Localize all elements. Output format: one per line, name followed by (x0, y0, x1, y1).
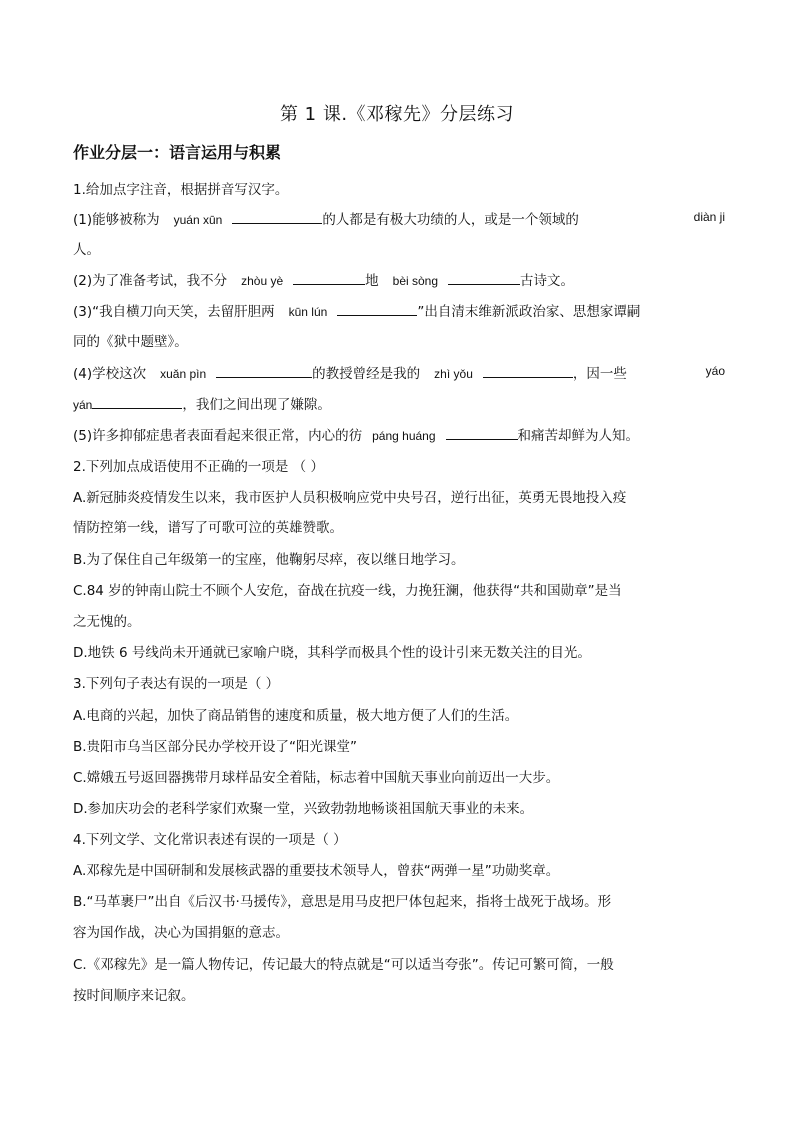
q1-stem: 1.给加点字注音，根据拼音写汉字。 (73, 182, 289, 198)
q1-item-4-line-1 (73, 362, 725, 382)
q1-item-1-line-2 (73, 238, 725, 258)
answer-blank[interactable] (216, 363, 312, 378)
q2-stem: 2.下列加点成语使用不正确的一项是 （ ） (73, 459, 324, 475)
q3-stem: 3.下列句子表达有误的一项是（ ） (73, 676, 280, 692)
q1-item-1-line-1 (73, 208, 725, 228)
q2-option-a-line-2: 情防控第一线，谱写了可歌可泣的英雄赞歌。 (73, 520, 343, 536)
q2-option-a-line-1: A.新冠肺炎疫情发生以来，我市医护人员积极响应党中央号召，逆行出征，英勇无畏地投入疫 (73, 490, 627, 506)
text: 和痛苦却鲜为人知。 (517, 428, 640, 444)
q1-item-3-line-1 (73, 300, 725, 320)
text: ”出自清末维新派政治家、思想家谭嗣 (417, 304, 641, 320)
pinyin: kūn lún (288, 305, 328, 319)
pinyin: zhòu yè (241, 274, 284, 288)
q2-option-d: D.地铁 6 号线尚未开通就已家喻户晓，其科学而极具个性的设计引来无数关注的目光。 (73, 645, 591, 661)
answer-blank[interactable] (483, 363, 573, 378)
q4-stem: 4.下列文学、文化常识表述有误的一项是（ ） (73, 832, 347, 848)
pinyin: yáo (705, 364, 725, 378)
q4-option-b-line-1: B.“马革裹尸”出自《后汉书·马援传》，意思是用马皮把尸体包起来，指将士战死于战场。形 (73, 894, 612, 910)
text: (2)为了准备考试，我不分 (73, 273, 228, 289)
text: ，因一些 (572, 366, 627, 382)
q1-item-3-line-2 (73, 330, 725, 350)
pinyin: yán (73, 398, 93, 412)
text: 的人都是有极大功绩的人，或是一个领域的 (322, 212, 579, 228)
text: (3)“我自横刀向天笑，去留肝胆两 (73, 304, 275, 320)
q3-option-c: C.嫦娥五号返回器携带月球样品安全着陆，标志着中国航天事业向前迈出一大步。 (73, 770, 560, 786)
q4-option-a: A.邓稼先是中国研制和发展核武器的重要技术领导人，曾获“两弹一星”功勋奖章。 (73, 863, 560, 879)
answer-blank[interactable] (92, 394, 182, 409)
answer-blank[interactable] (446, 425, 518, 440)
answer-blank[interactable] (448, 270, 520, 285)
page-title: 第 1 课.《邓稼先》分层练习 (279, 104, 515, 125)
pinyin: xuǎn pìn (160, 367, 207, 381)
section-title: 作业分层一：语言运用与积累 (73, 143, 282, 162)
q1-item-2 (73, 269, 725, 289)
q3-option-a: A.电商的兴起，加快了商品销售的速度和质量，极大地方便了人们的生活。 (73, 708, 519, 724)
pinyin: yuán xūn (173, 213, 223, 227)
q1-item-4-line-2 (73, 393, 725, 413)
q3-option-d: D.参加庆功会的老科学家们欢聚一堂，兴致勃勃地畅谈祖国航天事业的未来。 (73, 801, 534, 817)
text: (5)许多抑郁症患者表面看起来很正常，内心的彷 (73, 428, 363, 444)
q4-option-c-line-2: 按时间顺序来记叙。 (73, 988, 195, 1004)
q2-option-c-line-1: C.84 岁的钟南山院士不顾个人安危，奋战在抗疫一线，力挽狂澜，他获得“共和国勋章”是当 (73, 583, 622, 599)
text: 的教授曾经是我的 (312, 366, 421, 382)
text: 同的《狱中题壁》。 (73, 334, 188, 350)
answer-blank[interactable] (293, 270, 365, 285)
answer-blank[interactable] (232, 209, 322, 224)
text: (4)学校这次 (73, 366, 147, 382)
pinyin: diàn ji (693, 210, 725, 224)
q3-option-b: B.贵阳市乌当区部分民办学校开设了“阳光课堂” (73, 739, 358, 755)
q2-option-c-line-2: 之无愧的。 (73, 614, 141, 630)
pinyin: bèi sòng (392, 274, 439, 288)
text: 人。 (73, 242, 100, 258)
text: 地 (365, 273, 379, 289)
pinyin: zhì yǒu (434, 367, 473, 381)
q4-option-b-line-2: 容为国作战，决心为国捐躯的意志。 (73, 925, 289, 941)
text: (1)能够被称为 (73, 212, 160, 228)
pinyin: páng huáng (372, 429, 436, 443)
text: ，我们之间出现了嫌隙。 (182, 397, 331, 413)
q2-option-b: B.为了保住自己年级第一的宝座，他鞠躬尽瘁，夜以继日地学习。 (73, 552, 465, 568)
q4-option-c-line-1: C.《邓稼先》是一篇人物传记，传记最大的特点就是“可以适当夸张”。传记可繁可简，一般 (73, 957, 614, 973)
answer-blank[interactable] (337, 301, 417, 316)
text: 古诗文。 (520, 273, 575, 289)
q1-item-5 (73, 424, 725, 444)
